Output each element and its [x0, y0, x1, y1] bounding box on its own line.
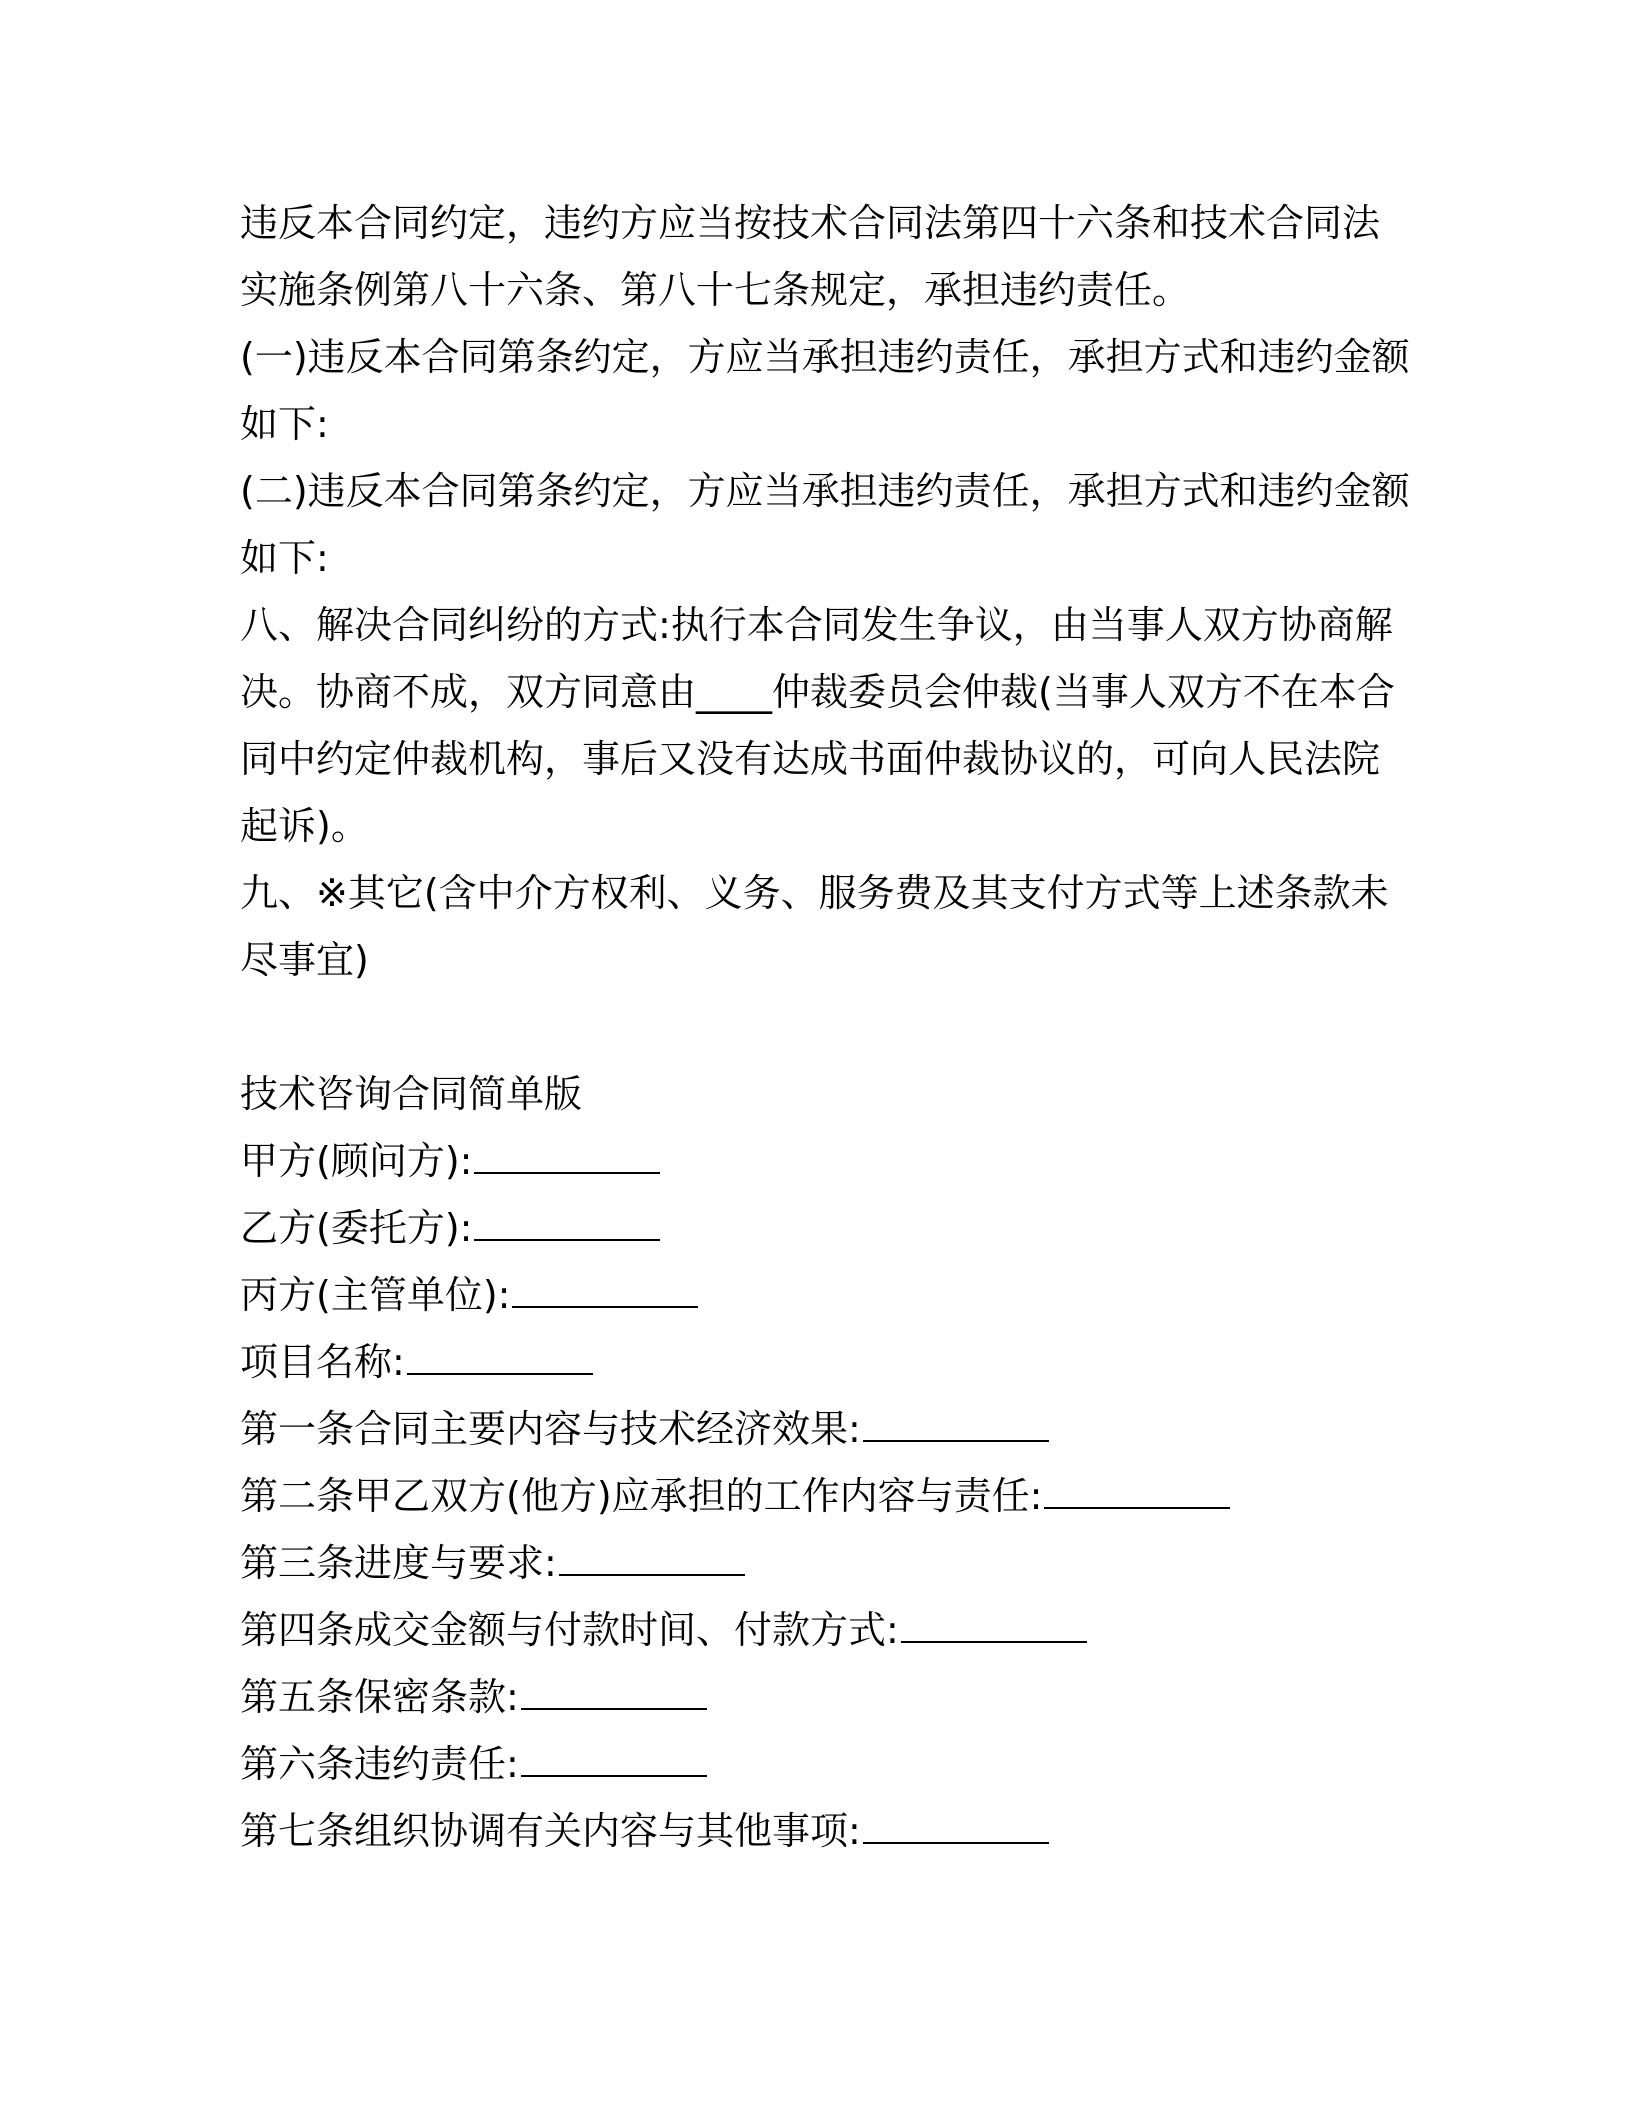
- form-field-article-7: [240, 1798, 1410, 1865]
- form-field-article-5: [240, 1664, 1410, 1731]
- form-field-article-3: [240, 1530, 1410, 1597]
- field-label: 第三条进度与要求:: [240, 1541, 557, 1585]
- form-field-party-c: [240, 1262, 1410, 1329]
- field-label: 第七条组织协调有关内容与其他事项:: [240, 1809, 861, 1853]
- paragraph-line: 起诉)。: [240, 804, 369, 848]
- paragraph-line: 八、解决合同纠纷的方式:执行本合同发生争议，由当事人双方协商解: [240, 603, 1393, 647]
- paragraph-line: 如下:: [240, 402, 329, 446]
- form-field-party-b: [240, 1195, 1410, 1262]
- field-label: 第一条合同主要内容与技术经济效果:: [240, 1407, 861, 1451]
- fill-in-blank: [559, 1544, 745, 1576]
- paragraph-line: 违反本合同约定，违约方应当按技术合同法第四十六条和技术合同法: [240, 201, 1381, 245]
- paragraph-line: 如下:: [240, 536, 329, 580]
- form-field-article-4: [240, 1597, 1410, 1664]
- paragraph-line: 同中约定仲裁机构，事后又没有达成书面仲裁协议的，可向人民法院: [240, 737, 1381, 781]
- field-label: 第二条甲乙双方(他方)应承担的工作内容与责任:: [240, 1474, 1043, 1518]
- form-field-project-name: [240, 1329, 1410, 1396]
- field-label: 第五条保密条款:: [240, 1675, 519, 1719]
- paragraph-line: 九、※其它(含中介方权利、义务、服务费及其支付方式等上述条款未: [240, 871, 1389, 915]
- fill-in-blank: [1044, 1477, 1230, 1509]
- field-label: 第四条成交金额与付款时间、付款方式:: [240, 1608, 899, 1652]
- field-label: 丙方(主管单位):: [240, 1273, 511, 1317]
- paragraph-line: 决。协商不成，双方同意由____仲裁委员会仲裁(当事人双方不在本合: [240, 670, 1395, 714]
- paragraph-line: (二)违反本合同第条约定，方应当承担违约责任，承担方式和违约金额: [240, 469, 1410, 513]
- fill-in-blank: [474, 1209, 660, 1241]
- field-label: 项目名称:: [240, 1340, 405, 1384]
- contract-title: 技术咨询合同简单版: [240, 1072, 583, 1116]
- fill-in-blank: [512, 1276, 698, 1308]
- field-label: 甲方(顾问方):: [240, 1139, 473, 1183]
- document-body: [240, 190, 1410, 1865]
- fill-in-blank: [521, 1745, 707, 1777]
- field-label: 乙方(委托方):: [240, 1206, 473, 1250]
- field-label: 第六条违约责任:: [240, 1742, 519, 1786]
- fill-in-blank: [521, 1678, 707, 1710]
- fill-in-blank: [474, 1142, 660, 1174]
- form-field-article-6: [240, 1731, 1410, 1798]
- fill-in-blank: [863, 1410, 1049, 1442]
- form-field-article-2: [240, 1463, 1410, 1530]
- paragraph-line: (一)违反本合同第条约定，方应当承担违约责任，承担方式和违约金额: [240, 335, 1410, 379]
- paragraph-line: 实施条例第八十六条、第八十七条规定，承担违约责任。: [240, 268, 1191, 312]
- form-field-party-a: [240, 1128, 1410, 1195]
- fill-in-blank: [901, 1611, 1087, 1643]
- form-field-article-1: [240, 1396, 1410, 1463]
- fill-in-blank: [863, 1812, 1049, 1844]
- fill-in-blank: [407, 1343, 593, 1375]
- paragraph-line: 尽事宜): [240, 938, 369, 982]
- section-spacer: [240, 994, 1410, 1061]
